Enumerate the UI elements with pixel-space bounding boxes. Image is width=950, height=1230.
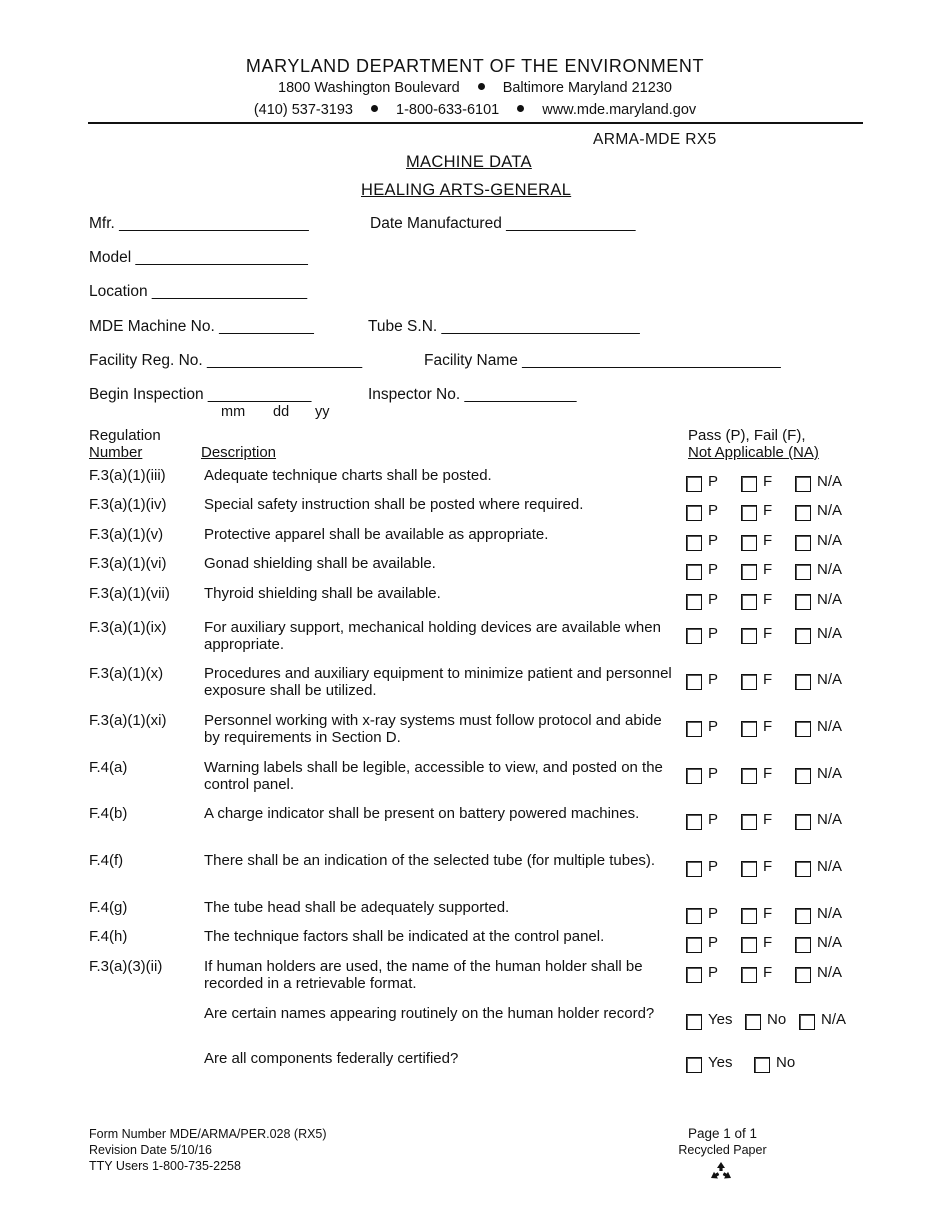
fail-label: F bbox=[763, 473, 773, 490]
date-hint-mm: mm bbox=[221, 404, 246, 420]
fail-label: F bbox=[763, 625, 773, 642]
number-header-label: Number bbox=[89, 444, 143, 461]
regulation-number: F.3(a)(1)(vi) bbox=[89, 555, 167, 572]
pass-checkbox[interactable] bbox=[686, 674, 702, 690]
fail-checkbox[interactable] bbox=[741, 535, 757, 551]
pass-label: P bbox=[708, 765, 719, 782]
na-checkbox[interactable] bbox=[795, 937, 811, 953]
revision-date: Revision Date 5/10/16 bbox=[89, 1143, 212, 1157]
bullet-icon bbox=[478, 83, 485, 90]
phone-tollfree: 1-800-633-6101 bbox=[396, 102, 500, 118]
pass-checkbox[interactable] bbox=[686, 594, 702, 610]
na-label: N/A bbox=[817, 934, 843, 951]
bullet-icon bbox=[371, 105, 378, 112]
fail-label: F bbox=[763, 561, 773, 578]
facility-reg-no-field[interactable]: Facility Reg. No. __________________ bbox=[89, 352, 363, 369]
requirement-description: The technique factors shall be indicated at the control panel. bbox=[204, 928, 605, 945]
fail-checkbox[interactable] bbox=[741, 628, 757, 644]
na-label: N/A bbox=[817, 473, 843, 490]
na-checkbox[interactable] bbox=[795, 628, 811, 644]
regulation-number: F.4(b) bbox=[89, 805, 128, 822]
yes-checkbox[interactable] bbox=[686, 1014, 702, 1030]
address-line bbox=[0, 80, 950, 96]
pass-label: P bbox=[708, 473, 719, 490]
phone-local: (410) 537-3193 bbox=[253, 102, 354, 118]
fail-label: F bbox=[763, 591, 773, 608]
fail-checkbox[interactable] bbox=[741, 908, 757, 924]
fail-checkbox[interactable] bbox=[741, 814, 757, 830]
pass-label: P bbox=[708, 934, 719, 951]
requirement-description: Gonad shielding shall be available. bbox=[204, 555, 436, 572]
page-title: MACHINE DATA bbox=[406, 153, 532, 171]
requirement-description: There shall be an indication of the selected tube (for multiple tubes). bbox=[204, 852, 656, 869]
pass-label: P bbox=[708, 671, 719, 688]
fail-checkbox[interactable] bbox=[741, 861, 757, 877]
mfr-field[interactable]: Mfr. ______________________ bbox=[89, 215, 309, 232]
pass-label: P bbox=[708, 502, 719, 519]
street-address: 1800 Washington Boulevard bbox=[278, 80, 460, 96]
facility-name-field[interactable]: Facility Name ______________________________ bbox=[424, 352, 781, 369]
na-label: N/A bbox=[817, 532, 843, 549]
regulation-number: F.3(a)(1)(vii) bbox=[89, 585, 170, 602]
na-label: N/A bbox=[817, 964, 843, 981]
fail-checkbox[interactable] bbox=[741, 768, 757, 784]
na-checkbox[interactable] bbox=[795, 476, 811, 492]
requirement-description: Thyroid shielding shall be available. bbox=[204, 585, 441, 602]
na-checkbox[interactable] bbox=[795, 967, 811, 983]
fail-checkbox[interactable] bbox=[741, 505, 757, 521]
requirement-description: Adequate technique charts shall be posted. bbox=[204, 467, 492, 484]
model-field[interactable]: Model ____________________ bbox=[89, 249, 308, 266]
requirement-description: If human holders are used, the name of the human holder shall be recorded in a retrievable format. bbox=[204, 958, 643, 992]
pass-label: P bbox=[708, 858, 719, 875]
regulation-number: F.3(a)(1)(ix) bbox=[89, 619, 167, 636]
fail-label: F bbox=[763, 858, 773, 875]
begin-inspection-field[interactable]: Begin Inspection ____________ bbox=[89, 386, 312, 403]
question-description: Are certain names appearing routinely on the human holder record? bbox=[204, 1005, 655, 1022]
page-number: Page 1 of 1 bbox=[687, 1126, 758, 1141]
fail-checkbox[interactable] bbox=[741, 564, 757, 580]
regulation-number: F.3(a)(1)(xi) bbox=[89, 712, 167, 729]
na-label: N/A bbox=[817, 591, 843, 608]
na-label: N/A bbox=[821, 1011, 847, 1028]
question-description: Are all components federally certified? bbox=[204, 1050, 459, 1067]
fail-checkbox[interactable] bbox=[741, 937, 757, 953]
na-label: N/A bbox=[817, 561, 843, 578]
regulation-number: F.4(f) bbox=[89, 852, 124, 869]
regulation-number: F.3(a)(1)(iv) bbox=[89, 496, 167, 513]
requirement-description: Protective apparel shall be available as appropriate. bbox=[204, 526, 549, 543]
regulation-number: F.4(a) bbox=[89, 759, 128, 776]
pass-checkbox[interactable] bbox=[686, 476, 702, 492]
na-checkbox[interactable] bbox=[795, 564, 811, 580]
na-label: N/A bbox=[817, 718, 843, 735]
yes-label: Yes bbox=[708, 1011, 733, 1028]
no-checkbox[interactable] bbox=[745, 1014, 761, 1030]
form-number: Form Number MDE/ARMA/PER.028 (RX5) bbox=[89, 1127, 327, 1141]
fail-checkbox[interactable] bbox=[741, 721, 757, 737]
pass-label: P bbox=[708, 811, 719, 828]
tty-number: TTY Users 1-800-735-2258 bbox=[89, 1159, 241, 1173]
fail-label: F bbox=[763, 718, 773, 735]
date-manufactured-field[interactable]: Date Manufactured _______________ bbox=[370, 215, 636, 232]
na-label: N/A bbox=[817, 671, 843, 688]
na-label: N/A bbox=[817, 858, 843, 875]
yes-checkbox[interactable] bbox=[686, 1057, 702, 1073]
no-label: No bbox=[776, 1054, 796, 1071]
na-checkbox[interactable] bbox=[795, 594, 811, 610]
fail-label: F bbox=[763, 964, 773, 981]
pass-label: P bbox=[708, 591, 719, 608]
date-hint-yy: yy bbox=[315, 404, 330, 420]
contact-line bbox=[0, 102, 950, 118]
na-checkbox[interactable] bbox=[795, 505, 811, 521]
na-label: N/A bbox=[817, 502, 843, 519]
pass-checkbox[interactable] bbox=[686, 861, 702, 877]
requirement-description: The tube head shall be adequately supported. bbox=[204, 899, 510, 916]
requirement-description: A charge indicator shall be present on battery powered machines. bbox=[204, 805, 640, 822]
pass-label: P bbox=[708, 625, 719, 642]
pass-label: P bbox=[708, 905, 719, 922]
fail-label: F bbox=[763, 905, 773, 922]
inspector-no-field[interactable]: Inspector No. _____________ bbox=[368, 386, 577, 403]
pass-checkbox[interactable] bbox=[686, 908, 702, 924]
recycled-paper: Recycled Paper bbox=[678, 1143, 767, 1157]
pass-checkbox[interactable] bbox=[686, 564, 702, 580]
requirement-description: Warning labels shall be legible, accessible to view, and posted on the control panel. bbox=[204, 759, 663, 793]
pass-checkbox[interactable] bbox=[686, 628, 702, 644]
fail-label: F bbox=[763, 502, 773, 519]
regulation-number: F.4(g) bbox=[89, 899, 128, 916]
requirement-description: For auxiliary support, mechanical holding devices are available when appropriate. bbox=[204, 619, 661, 653]
footer-right bbox=[650, 1126, 795, 1158]
pass-checkbox[interactable] bbox=[686, 814, 702, 830]
fail-label: F bbox=[763, 532, 773, 549]
yes-label: Yes bbox=[708, 1054, 733, 1071]
fail-checkbox[interactable] bbox=[741, 476, 757, 492]
city-address: Baltimore Maryland 21230 bbox=[502, 80, 672, 96]
pass-label: P bbox=[708, 718, 719, 735]
na-checkbox[interactable] bbox=[795, 861, 811, 877]
result-header-line2: Not Applicable (NA) bbox=[688, 444, 819, 461]
regulation-header-label: Regulation bbox=[89, 427, 161, 444]
result-header bbox=[688, 427, 819, 461]
pass-checkbox[interactable] bbox=[686, 505, 702, 521]
no-label: No bbox=[767, 1011, 787, 1028]
recycle-icon bbox=[710, 1161, 732, 1183]
pass-label: P bbox=[708, 561, 719, 578]
requirement-description: Special safety instruction shall be posted where required. bbox=[204, 496, 584, 513]
regulation-number: F.3(a)(3)(ii) bbox=[89, 958, 163, 975]
requirement-description: Personnel working with x-ray systems must follow protocol and abide by requirements in Section D. bbox=[204, 712, 662, 746]
regulation-number: F.3(a)(1)(v) bbox=[89, 526, 164, 543]
regulation-number: F.3(a)(1)(iii) bbox=[89, 467, 166, 484]
date-hint-dd: dd bbox=[273, 404, 290, 420]
na-checkbox[interactable] bbox=[795, 674, 811, 690]
footer-left bbox=[89, 1126, 327, 1174]
pass-checkbox[interactable] bbox=[686, 967, 702, 983]
pass-checkbox[interactable] bbox=[686, 535, 702, 551]
no-checkbox[interactable] bbox=[754, 1057, 770, 1073]
fail-label: F bbox=[763, 765, 773, 782]
pass-label: P bbox=[708, 964, 719, 981]
fail-label: F bbox=[763, 811, 773, 828]
regulation-number: F.3(a)(1)(x) bbox=[89, 665, 164, 682]
page-subtitle: HEALING ARTS-GENERAL bbox=[361, 181, 572, 199]
pass-checkbox[interactable] bbox=[686, 937, 702, 953]
fail-label: F bbox=[763, 934, 773, 951]
description-header: Description bbox=[201, 444, 277, 461]
mde-machine-no-field[interactable]: MDE Machine No. ___________ bbox=[89, 318, 314, 335]
fail-checkbox[interactable] bbox=[741, 967, 757, 983]
fail-label: F bbox=[763, 671, 773, 688]
bullet-icon bbox=[517, 105, 524, 112]
location-field[interactable]: Location __________________ bbox=[89, 283, 308, 300]
pass-checkbox[interactable] bbox=[686, 721, 702, 737]
result-header-line1: Pass (P), Fail (F), bbox=[688, 427, 806, 444]
header-divider bbox=[88, 122, 863, 124]
na-checkbox[interactable] bbox=[799, 1014, 815, 1030]
regulation-header bbox=[89, 427, 161, 461]
na-label: N/A bbox=[817, 905, 843, 922]
na-checkbox[interactable] bbox=[795, 908, 811, 924]
na-checkbox[interactable] bbox=[795, 721, 811, 737]
tube-sn-field[interactable]: Tube S.N. _______________________ bbox=[368, 318, 640, 335]
na-label: N/A bbox=[817, 811, 843, 828]
fail-checkbox[interactable] bbox=[741, 594, 757, 610]
na-checkbox[interactable] bbox=[795, 768, 811, 784]
na-checkbox[interactable] bbox=[795, 535, 811, 551]
regulation-number: F.4(h) bbox=[89, 928, 128, 945]
requirement-description: Procedures and auxiliary equipment to minimize patient and personnel exposure shall be utilized. bbox=[204, 665, 672, 699]
pass-checkbox[interactable] bbox=[686, 768, 702, 784]
na-label: N/A bbox=[817, 765, 843, 782]
form-id: ARMA-MDE RX5 bbox=[593, 131, 717, 148]
na-checkbox[interactable] bbox=[795, 814, 811, 830]
fail-checkbox[interactable] bbox=[741, 674, 757, 690]
pass-label: P bbox=[708, 532, 719, 549]
na-label: N/A bbox=[817, 625, 843, 642]
website-link[interactable]: www.mde.maryland.gov bbox=[542, 102, 697, 118]
agency-name: MARYLAND DEPARTMENT OF THE ENVIRONMENT bbox=[245, 56, 705, 76]
